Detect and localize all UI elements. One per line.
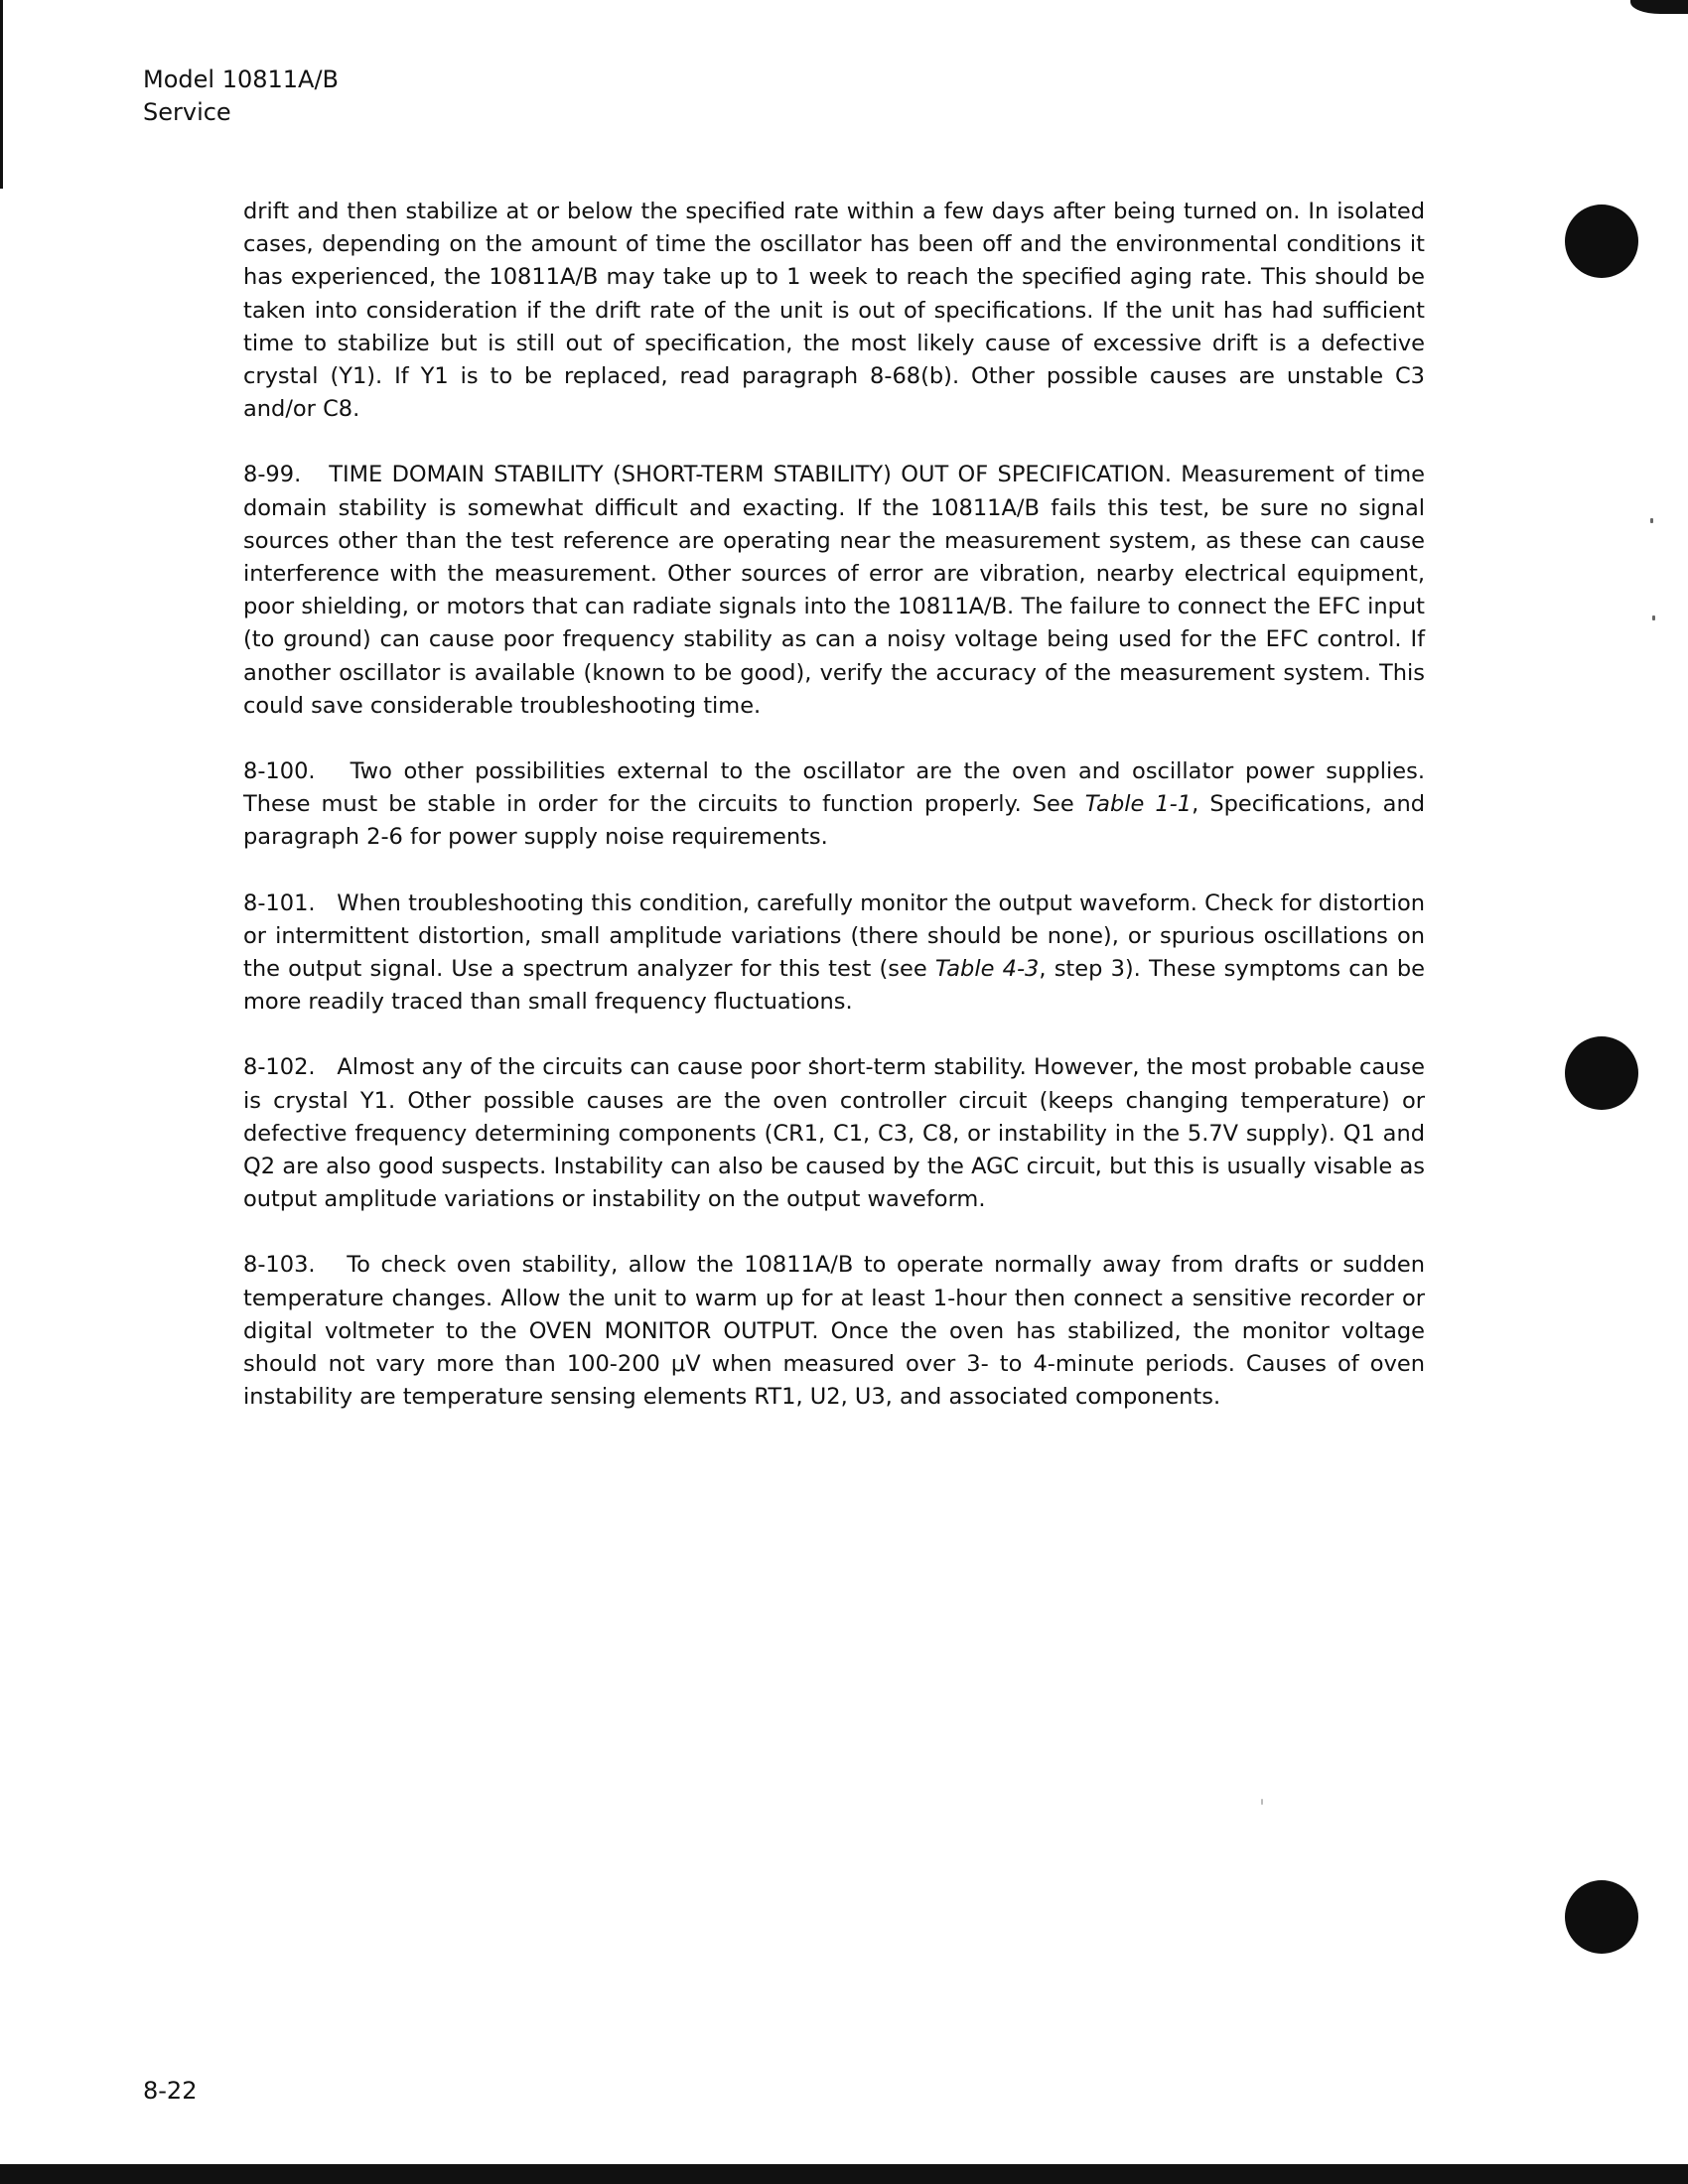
scan-speck: [1652, 615, 1655, 620]
paragraph-number: 8-100.: [243, 758, 316, 785]
binder-hole-middle: [1565, 1036, 1638, 1110]
table-reference: Table 1-1: [1084, 791, 1193, 818]
page-header: [143, 64, 339, 129]
scan-speck: [1261, 1799, 1263, 1805]
paragraph-text: , step 3). These symptoms can be more readily traced than small frequency fluctuations.: [243, 956, 1425, 1016]
paragraph-text: drift and then stabilize at or below the specified rate within a few days after being turned on. In isolated cases, depending on the amount of time the oscillator has been off and the environmental conditions it has experienced, the 10811A/B may take up to 1 week to reach the specified aging rate. This should be taken into consideration if the drift rate of the unit is out of specifications. If the unit has had sufficient time to stabilize but is still out of specification, the most likely cause of excessive drift is a defective crystal (Y1). If Y1 is to be replaced, read paragraph 8-68(b). Other possible causes are unstable C3 and/or C8.: [243, 199, 1425, 423]
top-corner-tip: [1668, 0, 1688, 6]
left-margin-rule: [0, 0, 3, 189]
header-model: Model 10811A/B: [143, 66, 340, 93]
paragraph-text: Two other possibilities external to the oscillator are the oven and oscillator power supplies. These must be stable in order for the circuits to function properly. See: [243, 758, 1425, 818]
paragraph-number: 8-99.: [243, 462, 302, 488]
table-reference: Table 4-3: [934, 956, 1040, 983]
scan-speck: [1650, 518, 1653, 523]
header-section: Service: [143, 98, 231, 126]
binder-hole-bottom: [1565, 1880, 1638, 1954]
paragraph-text: TIME DOMAIN STABILITY (SHORT-TERM STABILITY) OUT OF SPECIFICATION. Measurement of time domain stability is somewhat difficult and exacting. If the 10811A/B fails this test, be sure no signal sources other than the test reference are operating near the measurement system, as these can cause interference with the measurement. Other sources of error are vibration, nearby electrical equipment, poor shielding, or motors that can radiate signals into the 10811A/B. The failure to connect the EFC input (to ground) can cause poor frequency stability as can a noisy voltage being used for the EFC control. If another oscillator is available (known to be good), verify the accuracy of the measurement system. This could save considerable troubleshooting time.: [243, 462, 1425, 719]
paragraph-continued: [243, 196, 1425, 426]
paragraph-8-103: [243, 1249, 1425, 1414]
paragraph-number: 8-103.: [243, 1252, 316, 1279]
paragraph-8-102: [243, 1051, 1425, 1216]
body-text: [243, 196, 1425, 1447]
paragraph-8-100: [243, 755, 1425, 855]
paragraph-text: Almost any of the circuits can cause poor short-term stability. However, the most probable cause is crystal Y1. Other possible causes are the oven controller circuit (keeps changing temperature) or defective frequency determining components (CR1, C1, C3, C8, or instability in the 5.7V supply). Q1 and Q2 are also good suspects. Instability can also be caused by the AGC circuit, but this is usually visable as output amplitude variations or instability on the output waveform.: [243, 1054, 1426, 1213]
bottom-scan-bar: [0, 2164, 1688, 2184]
paragraph-8-99: [243, 459, 1425, 723]
paragraph-text: , Specifications, and paragraph 2-6 for power supply noise requirements.: [243, 791, 1426, 851]
paragraph-number: 8-101.: [243, 889, 316, 916]
paragraph-number: 8-102.: [243, 1054, 316, 1081]
paragraph-8-101: [243, 887, 1425, 1020]
paragraph-text: When troubleshooting this condition, carefully monitor the output waveform. Check for distortion or intermittent distortion, small amplitude variations (there should be none), or spurious oscillations on the output signal. Use a spectrum analyzer for this test (see: [243, 889, 1425, 983]
binder-hole-top: [1565, 205, 1638, 278]
page-number: 8-22: [143, 2077, 198, 2105]
paragraph-text: To check oven stability, allow the 10811A/B to operate normally away from drafts or sudden temperature changes. Allow the unit to warm up for at least 1-hour then connect a sensitive recorder or digital voltmeter to the OVEN MONITOR OUTPUT. Once the oven has stabilized, the monitor voltage should not vary more than 100-200 μV when measured over 3- to 4-minute periods. Causes of oven instability are temperature sensing elements RT1, U2, U3, and associated components.: [243, 1252, 1425, 1411]
